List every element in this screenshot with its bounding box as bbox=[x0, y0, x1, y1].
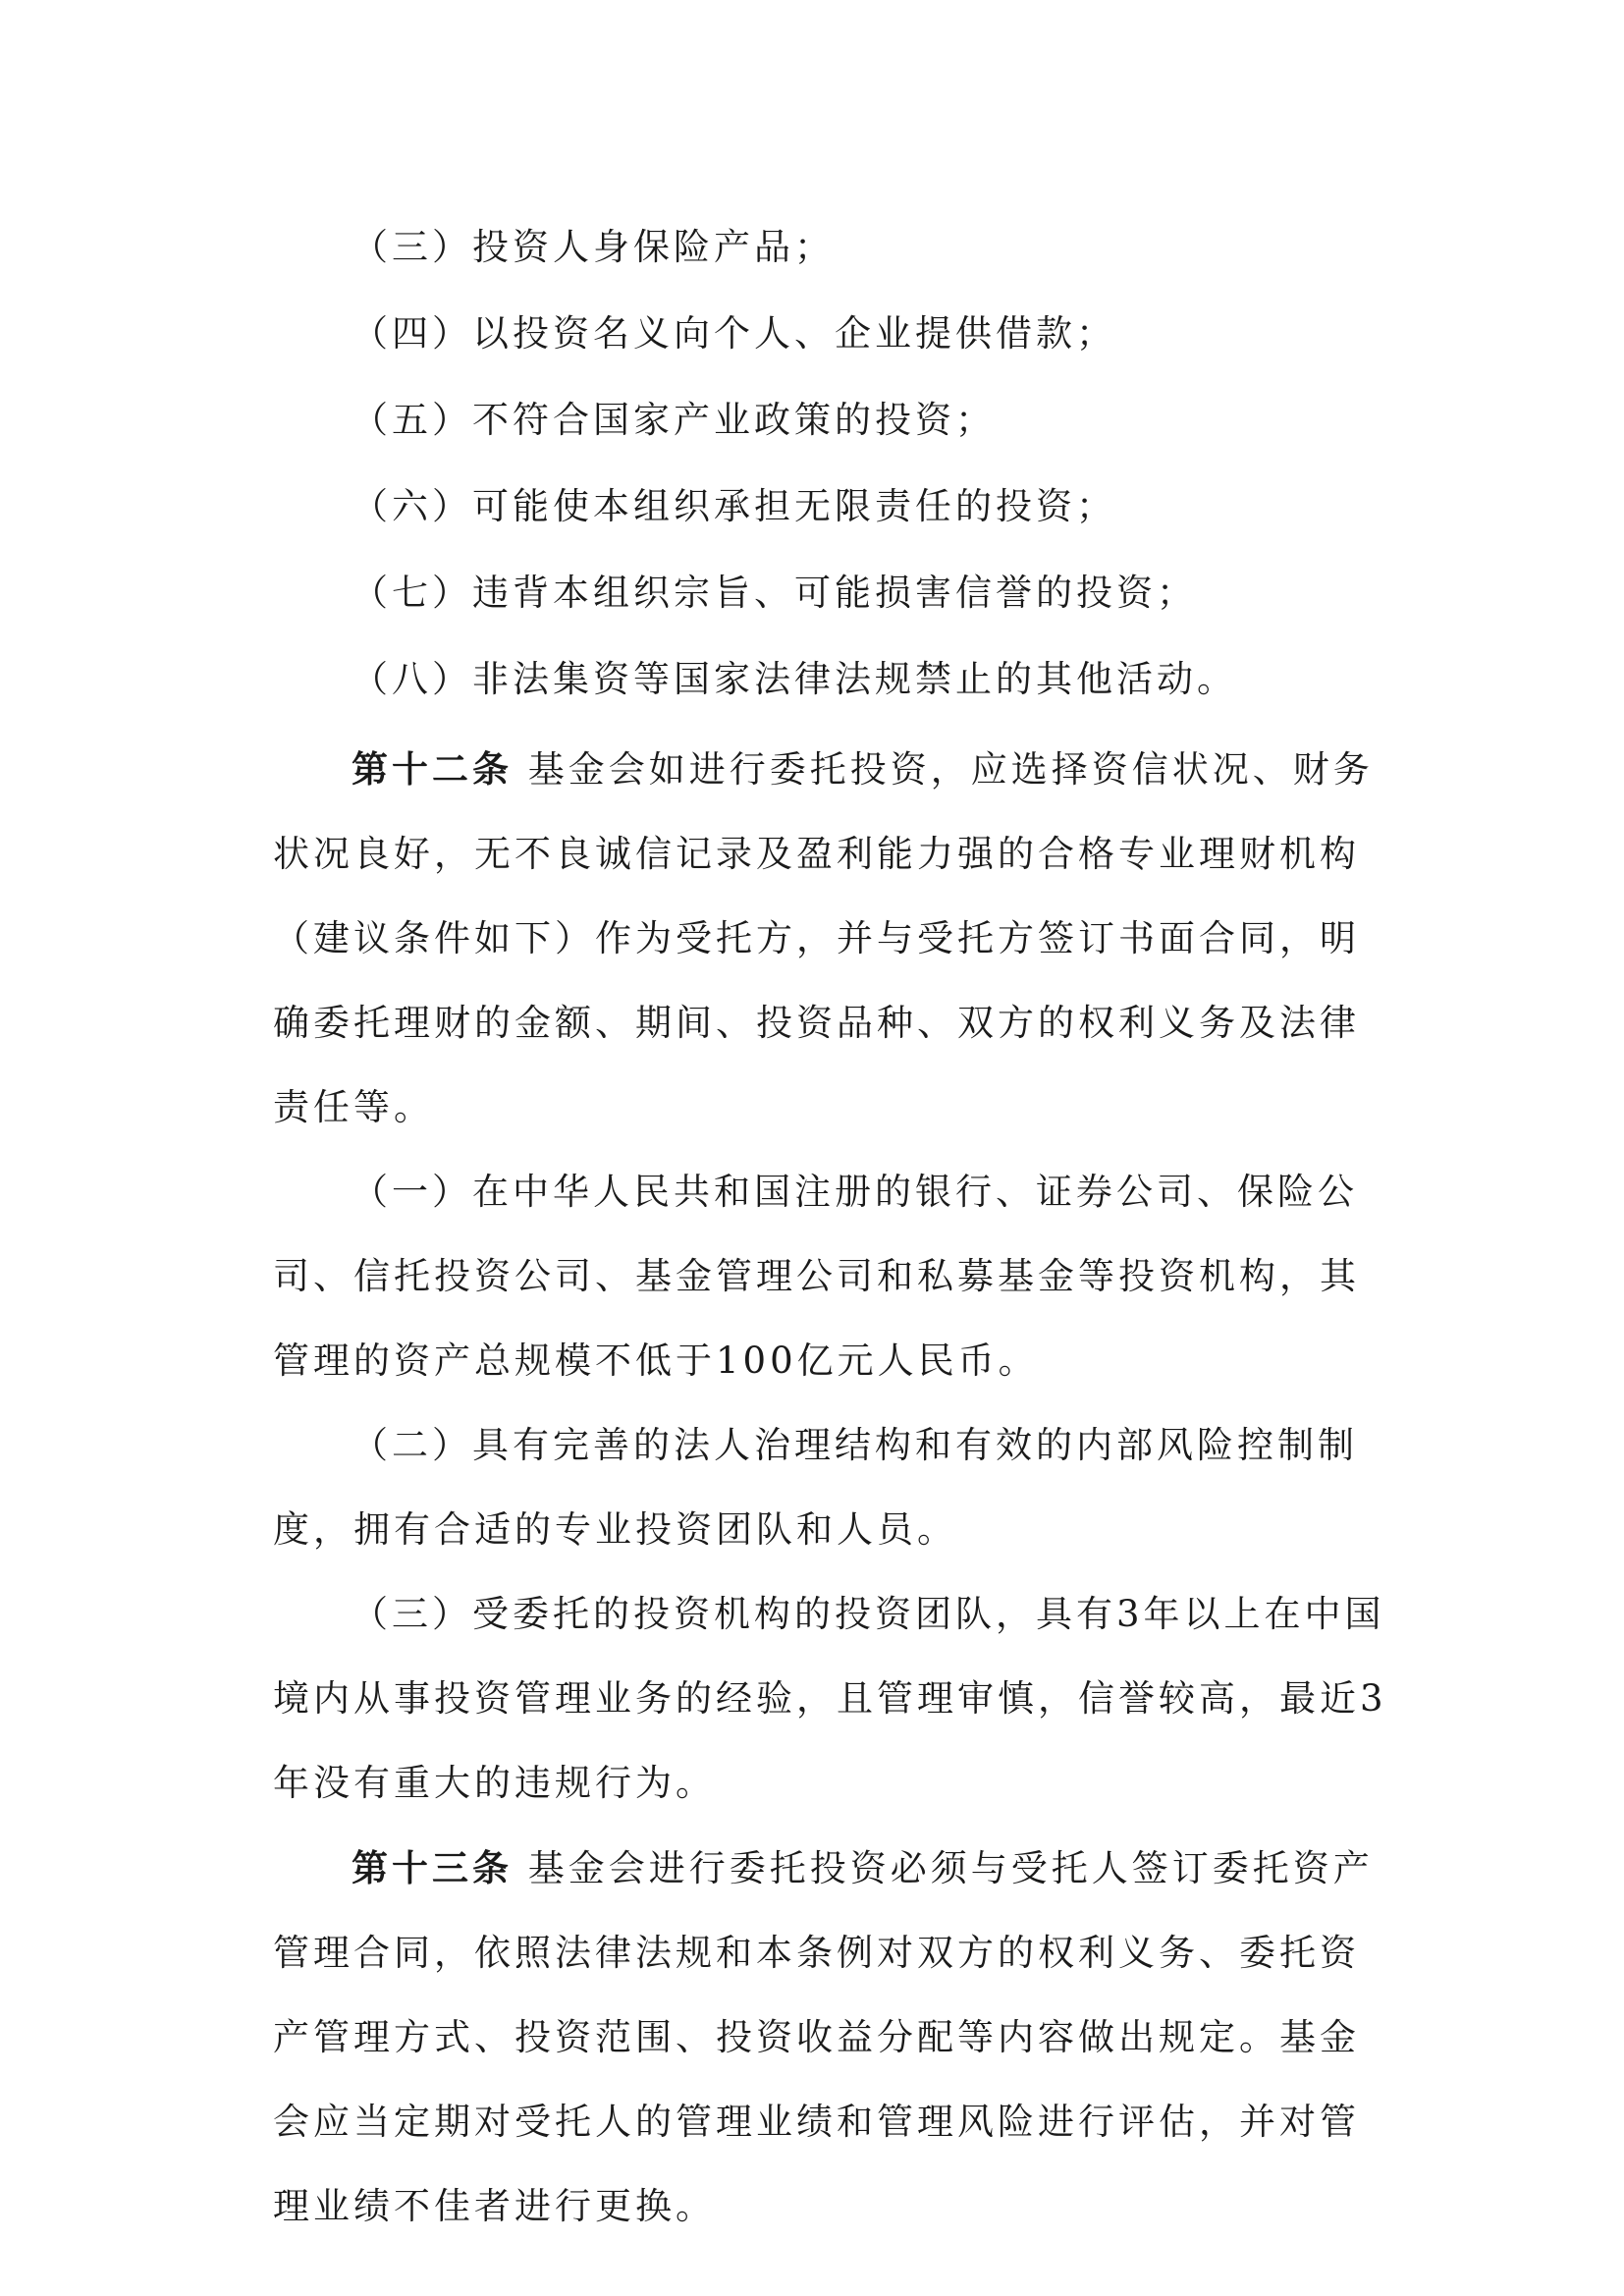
condition-item: （三）受委托的投资机构的投资团队，具有3年以上在中国境内从事投资管理业务的经验，且管理审慎，信誉较高，最近3年没有重大的违规行为。 bbox=[273, 1593, 1387, 1804]
article-13-label: 第十三条 bbox=[352, 1846, 513, 1889]
article-13 bbox=[273, 1826, 1396, 2249]
list-item: （七）违背本组织宗旨、可能损害信誉的投资； bbox=[352, 572, 1197, 614]
article-12-label: 第十二条 bbox=[352, 747, 513, 791]
list-item: （八）非法集资等国家法律法规禁止的其他活动。 bbox=[352, 658, 1237, 700]
condition-item: （二）具有完善的法人治理结构和有效的内部风险控制制度，拥有合适的专业投资团队和人员。 bbox=[273, 1424, 1358, 1551]
condition-item: （一）在中华人民共和国注册的银行、证券公司、保险公司、信托投资公司、基金管理公司和私募基金等投资机构，其管理的资产总规模不低于100亿元人民币。 bbox=[273, 1171, 1360, 1382]
list-item: （六）可能使本组织承担无限责任的投资； bbox=[352, 485, 1116, 527]
list-item: （四）以投资名义向个人、企业提供借款； bbox=[352, 312, 1116, 355]
article-12-text: 基金会如进行委托投资，应选择资信状况、财务状况良好，无不良诚信记录及盈利能力强的合格专业理财机构（建议条件如下）作为受托方，并与受托方签订书面合同，明确委托理财的金额、期间、投资品种、双方的权利义务及法律责任等。 bbox=[273, 748, 1374, 1128]
article-13-text: 基金会进行委托投资必须与受托人签订委托资产管理合同，依照法律法规和本条例对双方的权利义务、委托资产管理方式、投资范围、投资收益分配等内容做出规定。基金会应当定期对受托人的管理业绩和管理风险进行评估，并对管理业绩不佳者进行更换。 bbox=[273, 1847, 1374, 2227]
list-item: （五）不符合国家产业政策的投资； bbox=[352, 399, 996, 441]
article-12 bbox=[273, 727, 1396, 1150]
list-item: （三）投资人身保险产品； bbox=[352, 226, 835, 268]
